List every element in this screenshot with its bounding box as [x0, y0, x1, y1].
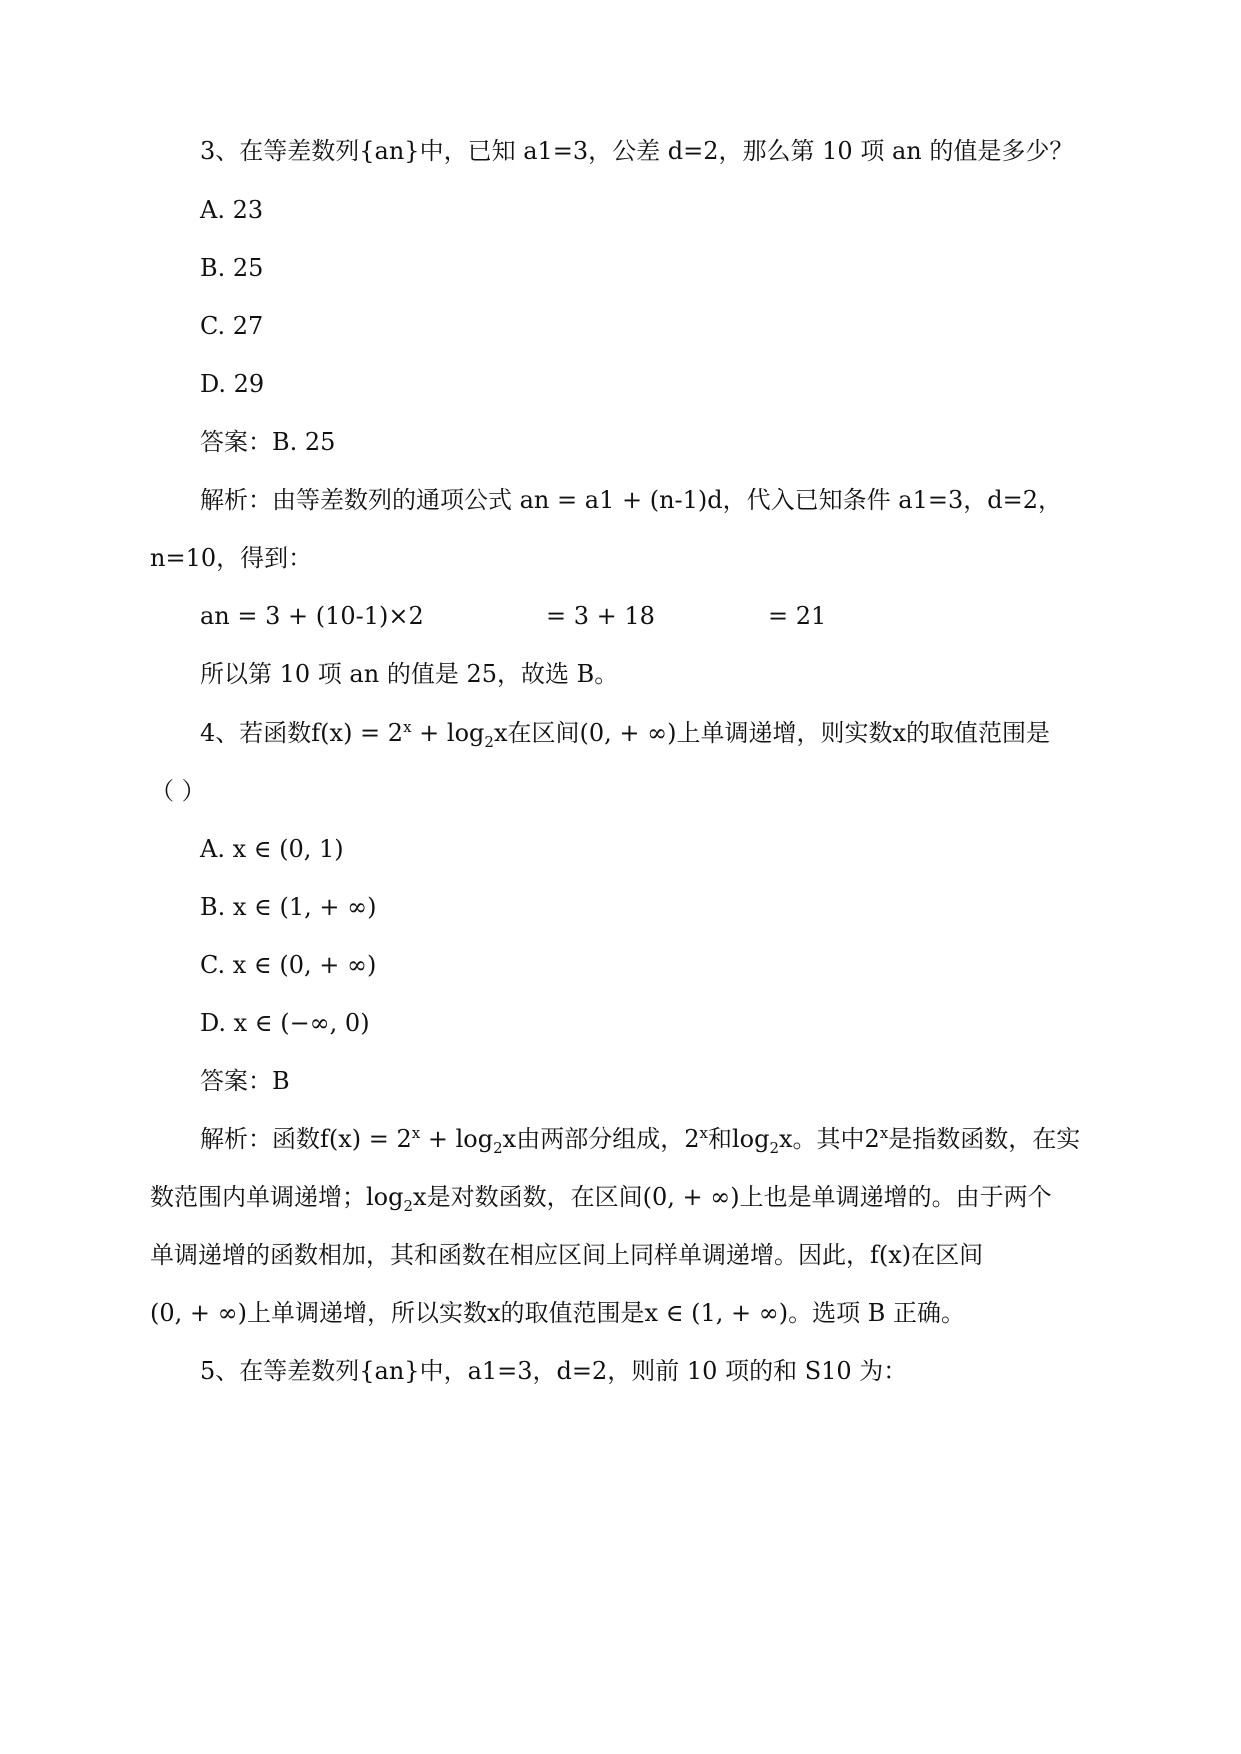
- q4-analysis-function: [320, 1124, 517, 1157]
- q4-analysis-func-log: + log: [420, 1125, 494, 1153]
- q4-analysis-exp-term: 2$^x$: [684, 1124, 708, 1153]
- q4-func-exponent: x: [403, 718, 412, 736]
- q4-analysis-log-term-x: x: [779, 1125, 793, 1153]
- q4-answer-blank: （ ）: [150, 777, 206, 805]
- q4-analysis-exp-term-x: x: [699, 1124, 708, 1142]
- q4-stem-rest: 上单调递增，则实数: [676, 719, 893, 747]
- q4-analysis-interval: (0, + ∞): [642, 1183, 740, 1211]
- q3-option-d: D. 29: [200, 370, 265, 398]
- q3-calc-step-2: = 3 + 18: [546, 602, 655, 630]
- q4-analysis-log-term-3-base: 2: [403, 1197, 414, 1215]
- q4-answer: 答案：B: [200, 1067, 290, 1095]
- q4-analysis-exp-term-2: 2$^x$: [864, 1124, 889, 1153]
- q4-option-a: A. x ∈ (0, 1): [200, 835, 344, 863]
- q4-analysis-log-base: 2: [493, 1139, 503, 1157]
- q3-option-c: C. 27: [200, 312, 264, 340]
- q4-analysis-interval-2: (0, + ∞): [150, 1299, 247, 1327]
- q4-analysis-log-term-3-x: x: [413, 1183, 427, 1211]
- q4-variable-x: x: [892, 719, 907, 747]
- q4-func-base: f(x) = 2: [311, 719, 404, 747]
- q4-func-plus-log: + log: [411, 719, 485, 747]
- q4-range-text: 的取值范围是: [906, 719, 1051, 747]
- q4-analysis-text: 由两部分组成，: [516, 1125, 685, 1153]
- q4-analysis-text: 上单调递增，所以实数: [246, 1299, 487, 1327]
- q4-interval: (0, + ∞): [579, 719, 677, 747]
- q4-option-b: B. x ∈ (1, + ∞): [200, 893, 377, 921]
- q3-calc-step-3: = 21: [768, 602, 827, 630]
- q3-analysis-line-2: n=10，得到：: [150, 544, 313, 572]
- q4-func-x: x: [493, 719, 508, 747]
- q4-analysis-solution-set: x ∈ (1, + ∞): [644, 1299, 789, 1327]
- q4-analysis-exp-term-2-x: x: [879, 1124, 889, 1142]
- q4-analysis-text: 单调递增的函数相加，其和函数在相应区间上同样单调递增。因此，: [150, 1241, 870, 1269]
- q4-option-d: D. x ∈ (−∞, 0): [200, 1009, 370, 1037]
- q4-analysis-func-exp: x: [411, 1124, 421, 1142]
- q4-analysis-line-1: [200, 1122, 1080, 1156]
- q3-answer: 答案：B. 25: [200, 428, 336, 456]
- q3-calc-step-1: an = 3 + (10-1)×2: [200, 602, 424, 630]
- q4-analysis-func-base: f(x) = 2: [320, 1125, 412, 1153]
- q4-option-c: C. x ∈ (0, + ∞): [200, 951, 377, 979]
- q3-option-b: B. 25: [200, 254, 264, 282]
- q4-analysis-variable-x: x: [486, 1299, 501, 1327]
- q4-function-expression: [311, 718, 508, 751]
- q4-analysis-text: 解析：函数: [200, 1125, 320, 1153]
- q4-analysis-log-term-3: $\log_2x$: [366, 1183, 427, 1215]
- q3-calculation: [200, 599, 827, 633]
- q4-in-interval-text: 在区间: [507, 719, 580, 747]
- q4-analysis-log-term: $\log_2x$: [731, 1125, 793, 1157]
- q4-analysis-text: 上也是单调递增的。由于两个: [739, 1183, 1052, 1211]
- q4-analysis-log-term-base: 2: [769, 1139, 779, 1157]
- q5-stem: 5、在等差数列{an}中，a1=3，d=2，则前 10 项的和 S10 为：: [200, 1357, 908, 1385]
- q4-analysis-func-x: x: [502, 1125, 517, 1153]
- q3-conclusion: 所以第 10 项 an 的值是 25，故选 B。: [200, 660, 619, 688]
- q3-option-a: A. 23: [200, 196, 264, 224]
- q4-analysis-text: 的取值范围是: [500, 1299, 645, 1327]
- q3-analysis-line-1: 解析：由等差数列的通项公式 an = a1 + (n-1)d，代入已知条件 a1=3，d=2，: [200, 486, 1062, 514]
- q4-analysis-text: 。其中: [792, 1125, 865, 1153]
- q4-analysis-text: 和: [707, 1125, 732, 1153]
- q4-number: 4、若函数: [200, 719, 312, 747]
- q4-analysis-text: 是指数函数，在实: [888, 1125, 1081, 1153]
- q4-stem: [200, 716, 1050, 750]
- q4-analysis-text: 。选项 B 正确。: [788, 1299, 965, 1327]
- q3-stem: 3、在等差数列{an}中，已知 a1=3，公差 d=2，那么第 10 项 an 的值是多少？: [200, 137, 1074, 165]
- q4-analysis-text: 是对数函数，在区间: [426, 1183, 643, 1211]
- q4-analysis-fx: f(x): [870, 1241, 912, 1269]
- q4-analysis-line-4: [150, 1296, 965, 1330]
- q4-analysis-text: 在区间: [911, 1241, 984, 1269]
- q4-analysis-line-3: [150, 1238, 983, 1272]
- q4-analysis-text: 数范围内单调递增；: [150, 1183, 366, 1211]
- q4-log-base: 2: [484, 733, 494, 751]
- q4-analysis-line-2: [150, 1180, 1052, 1214]
